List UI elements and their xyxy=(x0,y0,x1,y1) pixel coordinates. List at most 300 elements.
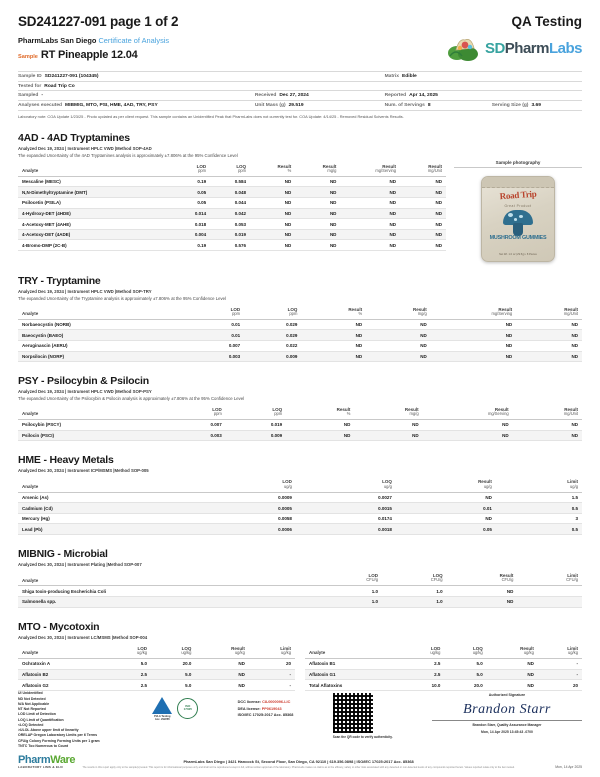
table-row xyxy=(18,524,582,535)
dcc-license-label: DCC license: xyxy=(237,700,262,705)
table-cell: 0.05 xyxy=(170,198,210,209)
table-cell: ND xyxy=(340,219,400,230)
table-cell: ND xyxy=(286,420,354,431)
section-title: MIBNIG - Microbial xyxy=(18,548,108,561)
legend-item: <LOQ Detected xyxy=(18,722,44,727)
table-cell: ND xyxy=(340,208,400,219)
column-header: Analyte xyxy=(18,477,196,492)
column-header: Limit CFU/g xyxy=(517,571,582,586)
table-cell: ND xyxy=(513,420,582,431)
sample-info-cell xyxy=(255,74,385,79)
info-label: Serving Size (g) xyxy=(491,103,529,109)
table-header-row xyxy=(18,571,582,586)
section-title: TRY - Tryptamine xyxy=(18,275,101,288)
header-left xyxy=(18,36,169,61)
table-cell: ND xyxy=(295,187,340,198)
table-row xyxy=(18,430,582,441)
analyte-name: Psilocetin (PSILA) xyxy=(18,198,170,209)
table-row xyxy=(18,513,582,524)
info-value: 29.519 xyxy=(288,103,304,109)
table-cell xyxy=(517,597,582,608)
section-title: PSY - Psilocybin & Psilocin xyxy=(18,375,149,388)
table-cell: 0.009 xyxy=(244,351,301,362)
table-cell: ND xyxy=(250,240,295,251)
table-cell: 0.007 xyxy=(187,341,244,352)
section-uncertainty: The expanded Uncertainty of the Tryptamine analysis is approximately ±7.806% at the 95% Confidence Level xyxy=(18,295,227,301)
table-cell: ND xyxy=(301,319,366,330)
sample-info-row xyxy=(18,81,582,91)
column-unit: mg/Unit xyxy=(427,167,442,173)
table-cell xyxy=(517,586,582,597)
table-cell: ND xyxy=(366,319,431,330)
logo-labs: Labs xyxy=(548,39,582,57)
table-cell: 1.0 xyxy=(318,586,383,597)
table-cell: ND xyxy=(340,176,400,187)
table-cell: ND xyxy=(295,208,340,219)
signature-title: Brandon Starr, Quality Assurance Manager xyxy=(472,723,542,728)
license-block xyxy=(238,691,294,718)
table-cell: ND xyxy=(423,430,513,441)
mto-right-table-wrap xyxy=(305,640,582,691)
logo-wordmark xyxy=(485,40,582,57)
column-header: Limit ug/kg xyxy=(249,644,295,659)
table-cell: 2.5 xyxy=(402,669,444,680)
table-cell: ND xyxy=(195,659,249,670)
table-cell: ND xyxy=(301,351,366,362)
column-unit: CFU/g xyxy=(430,577,443,583)
table-cell: ND xyxy=(400,219,446,230)
column-unit: ug/kg xyxy=(234,649,245,655)
section-with-photo xyxy=(18,158,582,263)
table-cell: 2.5 xyxy=(107,669,151,680)
column-header: LOQ ppm xyxy=(226,405,286,420)
analyte-name: Aflatoxin B2 xyxy=(18,669,107,680)
legend-item: LOQ Limit of Quantification xyxy=(18,717,64,722)
sample-info-cell xyxy=(255,103,385,108)
table-cell: 5.0 xyxy=(107,659,151,670)
analyte-name: Mercury (Hg) xyxy=(18,513,196,524)
table-cell: ND xyxy=(195,680,249,691)
section-meta: Analyzed Dec 19, 2024 | Instrument HPLC VWD |Method SOP-TRY xyxy=(18,289,152,295)
info-value: - xyxy=(41,93,44,99)
table-cell: ND xyxy=(431,319,516,330)
table-cell: 2.5 xyxy=(107,680,151,691)
table-cell: ND xyxy=(400,229,446,240)
sample-info-cell xyxy=(18,74,255,79)
section-hme xyxy=(18,454,582,535)
table-row xyxy=(18,198,446,209)
header-sub-row xyxy=(18,36,582,62)
table-cell: 0.0027 xyxy=(296,492,396,503)
table-cell: ND xyxy=(250,198,295,209)
column-unit: mg/g xyxy=(409,410,419,416)
analyte-table xyxy=(18,571,582,608)
column-header: Analyte xyxy=(18,405,165,420)
column-unit: % xyxy=(287,167,292,173)
table-cell: ND xyxy=(366,351,431,362)
table-cell: ND xyxy=(431,341,516,352)
table-cell: 0.053 xyxy=(210,219,250,230)
table-cell: 0.19 xyxy=(170,240,210,251)
lab-name: PharmLabs San Diego xyxy=(18,36,97,45)
qr-caption: Scan the QR code to verify authenticity. xyxy=(332,735,393,740)
table-cell: 20.0 xyxy=(151,659,195,670)
sample-info-cell xyxy=(18,93,255,98)
table-row xyxy=(18,319,582,330)
pjla-seal-icon xyxy=(152,697,172,722)
iso-seal-icon: ISO 17025 xyxy=(177,698,198,719)
column-header: Analyte xyxy=(18,162,170,177)
column-header: Result CFU/g xyxy=(447,571,518,586)
sample-info-block xyxy=(18,71,582,111)
table-cell: 0.019 xyxy=(210,229,250,240)
pharmware-subtitle: LABORATORY LIMS & ELN xyxy=(18,765,63,769)
table-cell: ND xyxy=(301,330,366,341)
column-header: LOQ ppm xyxy=(210,162,250,177)
column-header: Result mg/Unit xyxy=(400,162,446,177)
pouch-seal xyxy=(482,177,554,188)
table-header-row xyxy=(305,644,582,659)
table-cell: ND xyxy=(295,240,340,251)
legend-item: NT Not Reported xyxy=(18,707,46,711)
column-unit: mg/Serving xyxy=(487,410,509,416)
table-row xyxy=(18,659,295,670)
column-unit: CFU/g xyxy=(366,577,379,583)
footer-bottom-row xyxy=(18,754,582,769)
table-row xyxy=(18,208,446,219)
pjla-seal-text: PJLA Testing Acc. #92265 xyxy=(154,715,171,722)
table-cell: ND xyxy=(431,330,516,341)
product-photo xyxy=(481,176,555,262)
column-unit: ug/kg xyxy=(472,649,483,655)
table-cell: 5.0 xyxy=(151,680,195,691)
table-cell: ND xyxy=(400,176,446,187)
column-unit: mg/Unit xyxy=(563,310,578,316)
table-header-row xyxy=(18,477,582,492)
table-cell: 0.19 xyxy=(170,176,210,187)
legend-item: ND Not Detected xyxy=(18,696,46,701)
sample-info-cell xyxy=(492,103,582,108)
analyte-table xyxy=(18,162,446,252)
sample-info-cell xyxy=(18,103,255,108)
table-cell: 0.018 xyxy=(170,219,210,230)
section-mto xyxy=(18,621,582,691)
table-cell: 0.048 xyxy=(210,187,250,198)
column-unit: ppm xyxy=(213,410,222,416)
column-header: Result % xyxy=(301,305,366,320)
section-4ad xyxy=(18,132,582,262)
table-cell: 0.009 xyxy=(226,430,286,441)
analyte-table xyxy=(18,305,582,363)
column-unit: ppm xyxy=(274,410,283,416)
table-cell: ND xyxy=(340,187,400,198)
table-cell: ND xyxy=(400,240,446,251)
table-cell: 0.584 xyxy=(210,176,250,187)
column-header: Limit ug/g xyxy=(496,477,582,492)
mto-right-table xyxy=(305,644,582,691)
signature-line xyxy=(432,720,582,721)
footer-top xyxy=(18,691,582,749)
sdpharmlabs-logo xyxy=(448,34,582,62)
column-header: LOQ ug/kg xyxy=(444,644,486,659)
legend-item: N/A Not Applicable xyxy=(18,701,50,706)
analyte-name: 4-Acetoxy-DET (4ADE) xyxy=(18,229,170,240)
table-cell: ND xyxy=(295,176,340,187)
legend-item: TNTC Too Numerous to Count xyxy=(18,743,69,748)
column-unit: mg/Unit xyxy=(563,410,578,416)
table-cell: 0.01 xyxy=(187,330,244,341)
sample-info-cell xyxy=(385,93,492,98)
iso-accreditation-line: ISO/IEC 17025:2017 Acc. 85368 xyxy=(237,713,294,718)
column-header: Result ug/g xyxy=(396,477,496,492)
column-header: Analyte xyxy=(18,571,318,586)
photo-panel-header: Sample photography xyxy=(454,160,582,169)
column-header: Result ug/kg xyxy=(487,644,538,659)
mto-left-table-wrap xyxy=(18,640,295,691)
table-cell: ND xyxy=(400,208,446,219)
table-row xyxy=(18,669,295,680)
table-cell: 20 xyxy=(249,659,295,670)
column-header: Result % xyxy=(286,405,354,420)
table-cell: ND xyxy=(447,586,518,597)
column-header: Result mg/Serving xyxy=(340,162,400,177)
table-cell: 1.0 xyxy=(318,597,383,608)
logo-pharm: Pharm xyxy=(504,39,549,57)
column-header: LOD ppm xyxy=(170,162,210,177)
table-row xyxy=(18,492,582,503)
info-value: Road Trip Co xyxy=(44,83,75,89)
info-label: Analyses executed xyxy=(18,103,63,109)
table-cell: ND xyxy=(396,492,496,503)
analyte-name: Aflatoxin G2 xyxy=(18,680,107,691)
header-top-row xyxy=(18,14,582,29)
column-unit: ppm xyxy=(232,310,241,316)
legend-item: LOD Limit of Detection xyxy=(18,712,56,717)
section-meta: Analyzed Dec 19, 2024 | Instrument HPLC VWD |Method SOP-4AD xyxy=(18,146,152,152)
table-header-row xyxy=(18,162,446,177)
table-cell: 20.0 xyxy=(444,680,486,691)
table-row xyxy=(18,229,446,240)
table-cell: ND xyxy=(295,229,340,240)
analyte-name: Norpsilocin (NORP) xyxy=(18,351,187,362)
table-cell: ND xyxy=(250,229,295,240)
table-row xyxy=(18,330,582,341)
column-header: LOD ppm xyxy=(165,405,225,420)
coa-label: Certificate of Analysis xyxy=(98,36,170,45)
table-row xyxy=(18,586,582,597)
table-cell: ND xyxy=(366,341,431,352)
column-header: LOQ ug/kg xyxy=(151,644,195,659)
signature-header: Authorized Signature xyxy=(488,693,526,698)
sample-info-cell xyxy=(492,74,582,79)
legend-item: >ULOL Above upper limit of linearity xyxy=(18,728,79,732)
table-cell: ND xyxy=(195,669,249,680)
sample-info-cell xyxy=(492,93,582,98)
table-cell: 0.007 xyxy=(165,420,225,431)
column-unit: ug/kg xyxy=(430,649,441,655)
section-mibnig xyxy=(18,548,582,608)
table-cell: 0.019 xyxy=(226,420,286,431)
table-cell: - xyxy=(249,680,295,691)
page-footer xyxy=(18,691,582,769)
table-cell: ND xyxy=(516,341,582,352)
table-cell: 0.5 xyxy=(496,503,582,514)
laboratory-note: Laboratory note: COA Update 1/23/25 - Photo updated as per client request. This sample contains an Unidentified Peak that PharmLabs does not currently test for. COA Update: 4/14/25 - Removed Residual Solvents Results. xyxy=(18,113,404,119)
table-row xyxy=(18,176,446,187)
table-cell: 0.029 xyxy=(244,319,301,330)
table-cell: 5.0 xyxy=(444,669,486,680)
analyte-name: Arsenic (As) xyxy=(18,492,196,503)
qa-testing-label: QA Testing xyxy=(511,14,582,29)
sample-info-row xyxy=(18,90,582,100)
column-unit: ug/kg xyxy=(567,649,578,655)
mto-two-column xyxy=(18,640,582,691)
analyte-name: Aeruginascin (AERU) xyxy=(18,341,187,352)
column-header: LOQ ppm xyxy=(244,305,301,320)
column-header: Result mg/g xyxy=(295,162,340,177)
footer-fineprint: The results in this report apply only to the sample(s) tested. This report is for informational purposes only and shall not be reproduced except in full, without written approval of the laboratory. PharmLabs makes no claims as to the efficacy, safety or other risks associated with any detected or non-detected levels of any compounds reported herein. Values reported relate only to the item tested. xyxy=(82,765,515,769)
column-unit: CFU/g xyxy=(501,577,514,583)
product-pouch xyxy=(481,176,555,262)
analyte-name: Baeocystin (BAEO) xyxy=(18,330,187,341)
analyte-name: Ochratoxin A xyxy=(18,659,107,670)
info-value: 3.69 xyxy=(531,103,541,109)
column-header: LOD ug/g xyxy=(196,477,296,492)
section-meta: Analyzed Dec 30, 2024 | Instrument LC/MSMS |Method SOP-004 xyxy=(18,634,148,640)
table-cell: 0.01 xyxy=(396,503,496,514)
table-row xyxy=(18,341,582,352)
section-meta: Analyzed Dec 19, 2024 | Instrument HPLC VWD |Method SOP-PSY xyxy=(18,389,152,395)
analyte-name: 4-Acetoxy-MET (4AHE) xyxy=(18,219,170,230)
table-cell: - xyxy=(538,669,582,680)
table-cell: ND xyxy=(516,319,582,330)
legend-item: UI Unidentified xyxy=(18,691,43,696)
column-unit: ug/g xyxy=(483,483,492,489)
table-cell: 0.0058 xyxy=(196,513,296,524)
table-cell: 0.0015 xyxy=(296,503,396,514)
pharmware-pharm: Pharm xyxy=(18,754,51,766)
sample-info-cell xyxy=(385,74,492,79)
dea-license-value: PP0619043 xyxy=(261,706,282,711)
lab-address: PharmLabs San Diego | 3421 Hancock St, Second Floor, San Diego, CA 92110 | 619.356.0898 | ISO/IEC 17025:2017 Acc. 85368 xyxy=(183,758,414,764)
column-header: LOD ug/kg xyxy=(107,644,151,659)
table-cell: 1.0 xyxy=(382,597,447,608)
column-unit: ug/g xyxy=(570,483,578,489)
column-unit: ug/kg xyxy=(137,649,148,655)
column-header: LOD CFU/g xyxy=(318,571,383,586)
table-cell: ND xyxy=(295,198,340,209)
analyte-name: Psilocin (PSCI) xyxy=(18,430,165,441)
footer-page-stamp: Mon, 14 Apr 2025 xyxy=(555,765,582,769)
sample-name: RT Pineapple 12.04 xyxy=(40,49,138,61)
table-row xyxy=(18,420,582,431)
table-cell: ND xyxy=(431,351,516,362)
mushroom-icon xyxy=(501,210,535,236)
info-label: Matrix xyxy=(384,74,399,80)
table-cell: 0.0018 xyxy=(296,524,396,535)
table-row xyxy=(18,219,446,230)
section-title: MTO - Mycotoxin xyxy=(18,620,100,633)
table-row xyxy=(305,680,582,691)
qr-code-block[interactable] xyxy=(333,691,393,739)
column-unit: mg/g xyxy=(417,310,427,316)
sample-info-cell xyxy=(255,84,385,89)
table-cell: ND xyxy=(366,330,431,341)
table-cell: ND xyxy=(487,669,538,680)
sample-info-row xyxy=(18,71,582,81)
table-cell: 0.01 xyxy=(187,319,244,330)
legend-item: CFU/g Colony Forming Forming Units per 1 gram xyxy=(18,738,100,743)
table-cell: 5.0 xyxy=(444,659,486,670)
logo-mark-icon xyxy=(448,34,482,62)
column-unit: mg/Serving xyxy=(491,310,513,316)
info-value: Edible xyxy=(402,74,417,80)
table-cell: 20 xyxy=(538,680,582,691)
table-cell: ND xyxy=(423,420,513,431)
table-cell: 10.0 xyxy=(402,680,444,691)
accreditation-seals xyxy=(152,691,198,722)
info-label: Sample ID xyxy=(18,74,42,80)
table-cell: 0.003 xyxy=(187,351,244,362)
analyte-name: Total Aflatoxins xyxy=(305,680,402,691)
table-cell: 0.0009 xyxy=(196,492,296,503)
info-label: Reported xyxy=(384,93,407,99)
column-unit: ppm xyxy=(198,167,207,173)
sample-info-cell xyxy=(18,84,255,89)
table-cell: - xyxy=(538,659,582,670)
footer-address-col xyxy=(75,759,522,769)
table-cell: 0.05 xyxy=(396,524,496,535)
dcc-license-row xyxy=(238,699,294,705)
pharmware-ware: Ware xyxy=(50,754,76,766)
table-cell: 0.576 xyxy=(210,240,250,251)
table-cell: 0.0005 xyxy=(196,503,296,514)
column-unit: % xyxy=(358,310,363,316)
table-cell: 2.5 xyxy=(402,659,444,670)
table-cell: ND xyxy=(340,198,400,209)
info-value: SD241227-091 (104345) xyxy=(44,74,99,80)
table-cell: 0.0174 xyxy=(296,513,396,524)
table-cell: ND xyxy=(516,351,582,362)
analyte-name: N,N-Dimethyltryptamine (DMT) xyxy=(18,187,170,198)
table-cell: 0.05 xyxy=(170,187,210,198)
signature-timestamp: Mon, 14 Apr 2025 13:45:43 -0700 xyxy=(481,730,533,735)
info-label: Received xyxy=(254,93,277,99)
info-value: MIBMIG, MTO, PSI, HME, 4AD, TRY, PSY xyxy=(65,103,158,109)
section-uncertainty: The expanded Uncertainty of the Psilocybin & Psilocin analysis is approximately ±7.806% at the 95% Confidence Level xyxy=(18,395,245,401)
info-label: Sampled xyxy=(18,93,39,99)
table-cell: ND xyxy=(513,430,582,441)
dcc-license-value: C8-0000096-LIC xyxy=(262,700,291,705)
info-value: 8 xyxy=(427,103,431,109)
column-header: Analyte xyxy=(18,305,187,320)
qr-code-icon[interactable] xyxy=(333,693,373,733)
table-cell: 1.5 xyxy=(496,492,582,503)
lab-name-line xyxy=(18,36,169,45)
sections-host xyxy=(18,132,582,608)
column-header: LOQ CFU/g xyxy=(382,571,447,586)
table-row xyxy=(18,503,582,514)
section-try xyxy=(18,275,582,362)
table-cell: 1.0 xyxy=(382,586,447,597)
column-header: Result mg/Unit xyxy=(513,405,582,420)
analyte-name: Lead (Pb) xyxy=(18,524,196,535)
table-cell: ND xyxy=(250,219,295,230)
column-unit: mg/g xyxy=(327,167,337,173)
table-row xyxy=(18,680,295,691)
table-cell: ND xyxy=(250,187,295,198)
mto-left-table xyxy=(18,644,295,691)
